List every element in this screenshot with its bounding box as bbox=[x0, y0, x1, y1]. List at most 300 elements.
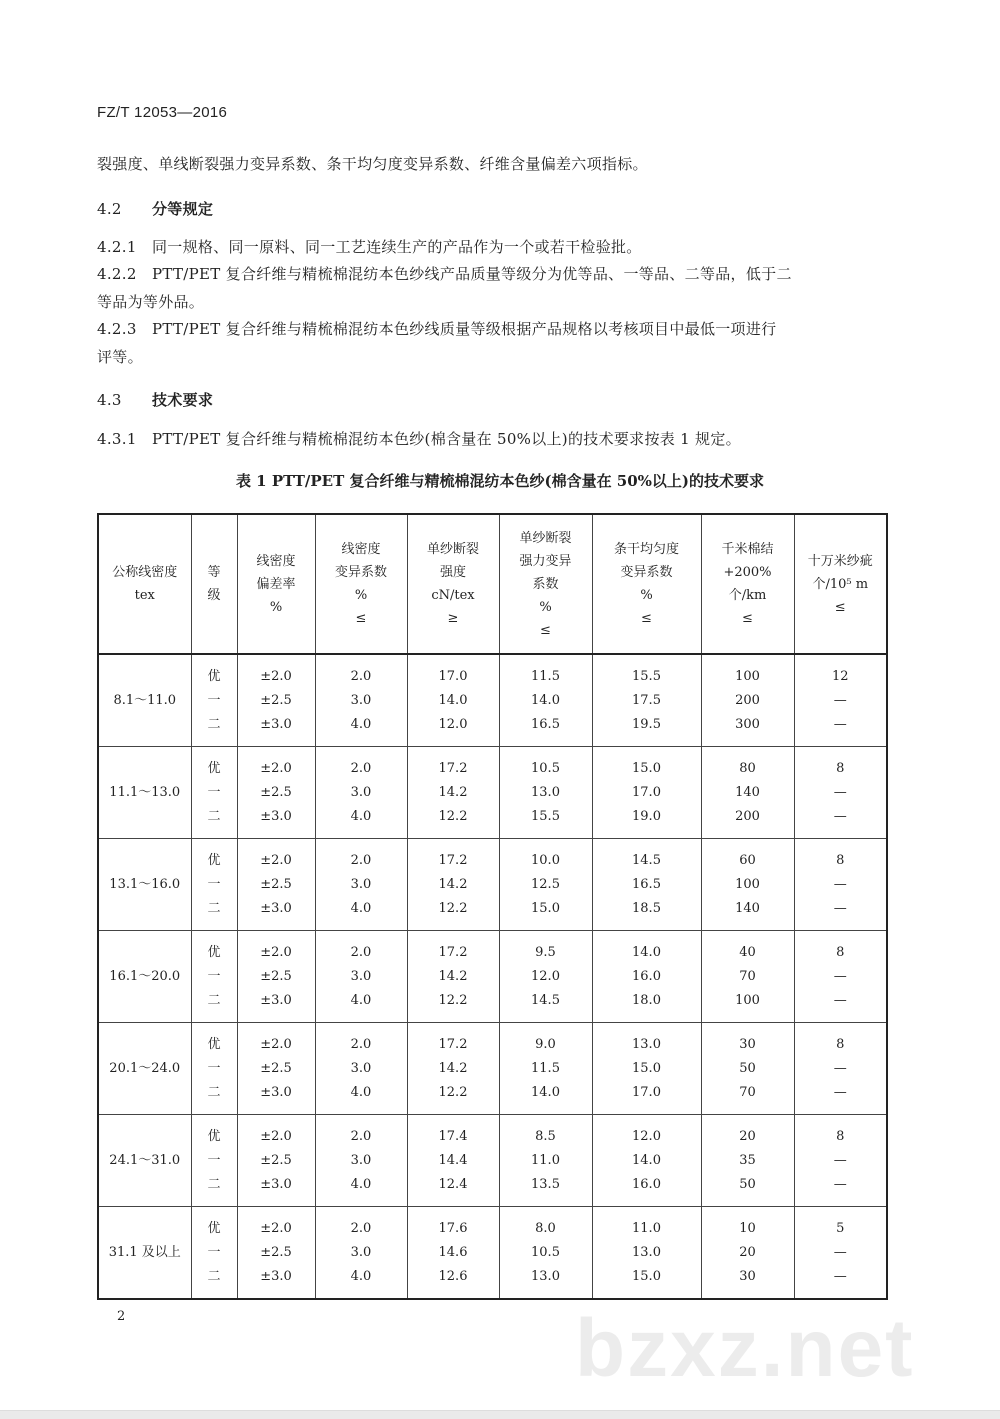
cell-value: 13.5 bbox=[531, 1176, 560, 1192]
cell-value: 17.2 bbox=[438, 1036, 468, 1052]
column-header-line: 强度 bbox=[439, 565, 466, 580]
cell-value: 3.0 bbox=[350, 784, 372, 800]
cell-value: 14.5 bbox=[531, 992, 560, 1008]
cell-value: 20 bbox=[739, 1244, 756, 1260]
column-header-line: cN/tex bbox=[431, 588, 475, 603]
cell-value: 2.0 bbox=[350, 668, 372, 684]
cell-value: ±2.5 bbox=[260, 876, 292, 892]
value-cell bbox=[701, 839, 794, 931]
value-cell bbox=[701, 1023, 794, 1115]
column-header bbox=[98, 514, 191, 654]
cell-value: 4.0 bbox=[350, 808, 372, 824]
value-cell bbox=[592, 839, 701, 931]
cell-value: 140 bbox=[735, 784, 760, 800]
cell-value: 优 bbox=[207, 668, 221, 684]
cell-value: 3.0 bbox=[350, 1060, 372, 1076]
cell-value: ±2.0 bbox=[260, 1220, 292, 1236]
value-cell bbox=[794, 839, 887, 931]
clause-4-2-3 bbox=[97, 318, 776, 339]
cell-value: — bbox=[833, 692, 847, 708]
cell-value: ±2.0 bbox=[260, 668, 292, 684]
cell-value: 14.0 bbox=[632, 944, 661, 960]
value-cell bbox=[237, 931, 315, 1023]
cell-value: 优 bbox=[207, 944, 221, 960]
table-row-group bbox=[98, 1207, 887, 1300]
cell-value: — bbox=[833, 900, 847, 916]
cell-value: ±3.0 bbox=[260, 1176, 292, 1192]
clause-4-2-2-cont: 等品为等外品。 bbox=[97, 293, 205, 311]
cell-value: 12.6 bbox=[438, 1268, 468, 1284]
column-header-line: 变异系数 bbox=[620, 565, 673, 580]
cell-value: 12.4 bbox=[438, 1176, 468, 1192]
cell-value: 2.0 bbox=[350, 1128, 372, 1144]
value-cell bbox=[592, 747, 701, 839]
cell-value: ±3.0 bbox=[260, 1084, 292, 1100]
cell-value: — bbox=[833, 1084, 847, 1100]
value-cell bbox=[315, 1115, 407, 1207]
cell-value: 16.0 bbox=[632, 968, 661, 984]
value-cell bbox=[499, 931, 592, 1023]
column-header bbox=[701, 514, 794, 654]
cell-value: ±3.0 bbox=[260, 808, 292, 824]
cell-value: 优 bbox=[207, 760, 221, 776]
cell-value: 3.0 bbox=[350, 876, 372, 892]
column-header-line: % bbox=[539, 599, 552, 615]
column-header-line: ≤ bbox=[742, 611, 753, 626]
cell-value: 3.0 bbox=[350, 968, 372, 984]
nominal-density-cell bbox=[98, 931, 191, 1023]
value-cell bbox=[794, 931, 887, 1023]
value-cell bbox=[592, 1023, 701, 1115]
section-4-2-heading bbox=[97, 198, 213, 219]
cell-value: 12.0 bbox=[438, 716, 468, 732]
cell-value: 9.5 bbox=[535, 944, 556, 960]
standard-code: FZ/T 12053—2016 bbox=[97, 104, 228, 121]
cell-value: 优 bbox=[207, 1128, 221, 1144]
column-header-line: 等 bbox=[207, 565, 221, 580]
value-cell bbox=[701, 1115, 794, 1207]
cell-value: 16.0 bbox=[632, 1176, 661, 1192]
cell-value: 优 bbox=[207, 1220, 221, 1236]
value-cell bbox=[237, 654, 315, 747]
value-cell bbox=[237, 839, 315, 931]
cell-value: 18.0 bbox=[632, 992, 661, 1008]
column-header-line: ≤ bbox=[355, 611, 367, 626]
cell-value: 一 bbox=[207, 968, 221, 984]
cell-value: 2.0 bbox=[350, 1036, 372, 1052]
cell-value: 30 bbox=[739, 1268, 756, 1284]
cell-value: 2.0 bbox=[350, 852, 372, 868]
clause-number: 4.2.2 bbox=[97, 265, 137, 283]
value-cell bbox=[499, 1207, 592, 1300]
value-cell bbox=[315, 654, 407, 747]
cell-value: 5 bbox=[836, 1220, 845, 1236]
cell-value: 2.0 bbox=[350, 1220, 372, 1236]
cell-value: 15.5 bbox=[632, 668, 661, 684]
table-row-group bbox=[98, 1115, 887, 1207]
cell-value: — bbox=[833, 968, 847, 984]
section-4-3-heading bbox=[97, 389, 213, 410]
cell-value: 60 bbox=[739, 852, 756, 868]
cell-value: 10.0 bbox=[531, 852, 560, 868]
cell-value: 200 bbox=[735, 808, 760, 824]
cell-value: 12 bbox=[831, 668, 849, 684]
column-header-line: 条干均匀度 bbox=[613, 542, 679, 557]
value-cell bbox=[499, 654, 592, 747]
clause-text: PTT/PET 复合纤维与精梳棉混纺本色纱线产品质量等级分为优等品、一等品、二等品，低于二 bbox=[152, 265, 792, 283]
column-header-line: % bbox=[354, 588, 368, 603]
clause-number: 4.2.3 bbox=[97, 320, 137, 338]
cell-value: 17.6 bbox=[438, 1220, 468, 1236]
clause-number: 4.3.1 bbox=[97, 430, 137, 448]
cell-value: 20.1～24.0 bbox=[109, 1060, 181, 1076]
column-header-line: 十万米纱疵 bbox=[807, 553, 873, 569]
column-header-line: 千米棉结 bbox=[721, 542, 774, 557]
cell-value: 11.0 bbox=[531, 1152, 560, 1168]
column-header-line: 系数 bbox=[532, 576, 559, 592]
cell-value: 31.1 及以上 bbox=[108, 1244, 181, 1260]
cell-value: 17.0 bbox=[632, 784, 661, 800]
section-title: 分等规定 bbox=[152, 200, 214, 218]
cell-value: — bbox=[833, 992, 847, 1008]
value-cell bbox=[794, 1023, 887, 1115]
page-number: 2 bbox=[117, 1309, 126, 1324]
nominal-density-cell bbox=[98, 1115, 191, 1207]
value-cell bbox=[237, 1023, 315, 1115]
cell-value: ±2.5 bbox=[260, 1244, 292, 1260]
cell-value: 13.1～16.0 bbox=[109, 876, 181, 892]
value-cell bbox=[237, 747, 315, 839]
column-header-line: 线密度 bbox=[341, 542, 381, 557]
clause-text: PTT/PET 复合纤维与精梳棉混纺本色纱线质量等级根据产品规格以考核项目中最低一项进行 bbox=[152, 320, 777, 338]
value-cell bbox=[315, 839, 407, 931]
grade-cell bbox=[191, 931, 237, 1023]
cell-value: 14.2 bbox=[438, 968, 468, 984]
cell-value: 15.0 bbox=[632, 1268, 661, 1284]
cell-value: 11.5 bbox=[531, 668, 560, 684]
table-row-group bbox=[98, 1023, 887, 1115]
cell-value: 8.0 bbox=[535, 1220, 556, 1236]
watermark-logo: bzxz.net bbox=[575, 1303, 915, 1394]
cell-value: 一 bbox=[207, 876, 221, 892]
cell-value: 14.0 bbox=[632, 1152, 661, 1168]
cell-value: 140 bbox=[735, 900, 760, 916]
nominal-density-cell bbox=[98, 1207, 191, 1300]
cell-value: 12.2 bbox=[438, 1084, 468, 1100]
value-cell bbox=[407, 747, 499, 839]
cell-value: 100 bbox=[735, 992, 760, 1008]
cell-value: ±3.0 bbox=[260, 1268, 292, 1284]
cell-value: 9.0 bbox=[535, 1036, 556, 1052]
column-header bbox=[237, 514, 315, 654]
value-cell bbox=[592, 654, 701, 747]
cell-value: ±2.5 bbox=[260, 692, 292, 708]
cell-value: 15.5 bbox=[531, 808, 560, 824]
cell-value: — bbox=[833, 1060, 847, 1076]
cell-value: ±3.0 bbox=[260, 900, 292, 916]
table-row-group bbox=[98, 654, 887, 747]
technical-requirements-table bbox=[97, 513, 888, 1300]
column-header-line: +200% bbox=[723, 565, 772, 580]
cell-value: 12.0 bbox=[632, 1128, 661, 1144]
cell-value: 18.5 bbox=[632, 900, 661, 916]
cell-value: 二 bbox=[207, 1268, 221, 1284]
cell-value: 17.0 bbox=[632, 1084, 661, 1100]
column-header-line: ≤ bbox=[540, 622, 551, 638]
cell-value: 16.5 bbox=[632, 876, 661, 892]
cell-value: 8 bbox=[836, 852, 845, 868]
nominal-density-cell bbox=[98, 1023, 191, 1115]
column-header-line: 偏差率 bbox=[256, 576, 296, 592]
cell-value: ±2.0 bbox=[260, 852, 292, 868]
value-cell bbox=[315, 931, 407, 1023]
cell-value: 13.0 bbox=[531, 1268, 560, 1284]
cell-value: 50 bbox=[739, 1176, 756, 1192]
value-cell bbox=[794, 1115, 887, 1207]
cell-value: 4.0 bbox=[350, 992, 372, 1008]
cell-value: 24.1～31.0 bbox=[109, 1152, 181, 1168]
cell-value: 2.0 bbox=[350, 760, 372, 776]
cell-value: 70 bbox=[739, 968, 756, 984]
cell-value: 300 bbox=[735, 716, 760, 732]
clause-4-3-1 bbox=[97, 428, 741, 449]
grade-cell bbox=[191, 747, 237, 839]
clause-text: PTT/PET 复合纤维与精梳棉混纺本色纱(棉含量在 50%以上)的技术要求按表 1 规定。 bbox=[152, 430, 741, 448]
cell-value: 8 bbox=[836, 944, 845, 960]
cell-value: 4.0 bbox=[350, 716, 372, 732]
value-cell bbox=[315, 1207, 407, 1300]
column-header-line: 强力变异 bbox=[519, 553, 572, 569]
cell-value: 15.0 bbox=[531, 900, 560, 916]
cell-value: 14.6 bbox=[438, 1244, 468, 1260]
table-caption: 表 1 PTT/PET 复合纤维与精梳棉混纺本色纱(棉含量在 50%以上)的技术要求 bbox=[235, 472, 765, 490]
clause-text: 同一规格、同一原料、同一工艺连续生产的产品作为一个或若干检验批。 bbox=[152, 238, 642, 256]
cell-value: — bbox=[833, 1176, 847, 1192]
value-cell bbox=[499, 1023, 592, 1115]
column-header-line: 个/10⁵ m bbox=[812, 576, 869, 592]
nominal-density-cell bbox=[98, 747, 191, 839]
column-header-line: 线密度 bbox=[256, 553, 296, 569]
cell-value: 8 bbox=[836, 1036, 845, 1052]
cell-value: 一 bbox=[207, 784, 221, 800]
cell-value: 11.0 bbox=[632, 1220, 661, 1236]
value-cell bbox=[407, 931, 499, 1023]
value-cell bbox=[499, 747, 592, 839]
column-header bbox=[315, 514, 407, 654]
value-cell bbox=[407, 1115, 499, 1207]
cell-value: 优 bbox=[207, 852, 221, 868]
cell-value: ±2.0 bbox=[260, 1036, 292, 1052]
cell-value: — bbox=[833, 716, 847, 732]
column-header-line: % bbox=[640, 588, 653, 603]
column-header-line: 公称线密度 bbox=[112, 565, 178, 580]
cell-value: 14.2 bbox=[438, 784, 468, 800]
cell-value: 17.5 bbox=[632, 692, 661, 708]
cell-value: 4.0 bbox=[350, 1084, 372, 1100]
table-row-group bbox=[98, 839, 887, 931]
cell-value: 13.0 bbox=[531, 784, 560, 800]
cell-value: 二 bbox=[207, 808, 221, 824]
column-header-line: tex bbox=[134, 588, 155, 603]
cell-value: 12.2 bbox=[438, 992, 468, 1008]
column-header-line: ≥ bbox=[447, 611, 459, 626]
column-header bbox=[592, 514, 701, 654]
cell-value: 17.2 bbox=[438, 852, 468, 868]
cell-value: 10.5 bbox=[531, 760, 560, 776]
section-title: 技术要求 bbox=[152, 391, 214, 409]
cell-value: — bbox=[833, 808, 847, 824]
cell-value: 13.0 bbox=[632, 1244, 661, 1260]
cell-value: 14.2 bbox=[438, 876, 468, 892]
cell-value: 一 bbox=[207, 1244, 221, 1260]
cell-value: 14.0 bbox=[531, 692, 560, 708]
cell-value: ±2.0 bbox=[260, 1128, 292, 1144]
cell-value: 50 bbox=[739, 1060, 756, 1076]
cell-value: 80 bbox=[739, 760, 756, 776]
cell-value: ±2.0 bbox=[260, 944, 292, 960]
nominal-density-cell bbox=[98, 654, 191, 747]
value-cell bbox=[315, 747, 407, 839]
cell-value: 17.4 bbox=[438, 1128, 468, 1144]
value-cell bbox=[794, 654, 887, 747]
value-cell bbox=[237, 1207, 315, 1300]
cell-value: 20 bbox=[739, 1128, 756, 1144]
column-header bbox=[794, 514, 887, 654]
column-header bbox=[407, 514, 499, 654]
cell-value: 17.2 bbox=[438, 760, 468, 776]
cell-value: ±3.0 bbox=[260, 992, 292, 1008]
table-header-row bbox=[98, 514, 887, 654]
cell-value: 14.2 bbox=[438, 1060, 468, 1076]
cell-value: 15.0 bbox=[632, 1060, 661, 1076]
cell-value: 二 bbox=[207, 1176, 221, 1192]
section-number: 4.2 bbox=[97, 200, 122, 218]
cell-value: 二 bbox=[207, 716, 221, 732]
cell-value: 4.0 bbox=[350, 1176, 372, 1192]
cell-value: 10.5 bbox=[531, 1244, 560, 1260]
cell-value: — bbox=[833, 876, 847, 892]
value-cell bbox=[407, 654, 499, 747]
cell-value: 3.0 bbox=[350, 1152, 372, 1168]
cell-value: 12.5 bbox=[531, 876, 560, 892]
cell-value: 二 bbox=[207, 1084, 221, 1100]
value-cell bbox=[407, 839, 499, 931]
cell-value: 14.0 bbox=[531, 1084, 560, 1100]
cell-value: 10 bbox=[739, 1220, 756, 1236]
column-header-line: 单纱断裂 bbox=[519, 530, 572, 546]
value-cell bbox=[592, 1207, 701, 1300]
cell-value: 14.0 bbox=[438, 692, 468, 708]
cell-value: 一 bbox=[207, 692, 221, 708]
value-cell bbox=[592, 1115, 701, 1207]
cell-value: 8 bbox=[836, 760, 845, 776]
grade-cell bbox=[191, 839, 237, 931]
column-header-line: 变异系数 bbox=[334, 565, 387, 580]
cell-value: 4.0 bbox=[350, 900, 372, 916]
section-number: 4.3 bbox=[97, 391, 122, 409]
cell-value: 11.5 bbox=[531, 1060, 560, 1076]
value-cell bbox=[701, 1207, 794, 1300]
cell-value: 30 bbox=[739, 1036, 756, 1052]
column-header-line: 个/km bbox=[728, 588, 767, 603]
cell-value: 15.0 bbox=[632, 760, 661, 776]
value-cell bbox=[701, 931, 794, 1023]
cell-value: 19.5 bbox=[632, 716, 661, 732]
cell-value: 13.0 bbox=[632, 1036, 661, 1052]
cell-value: 16.5 bbox=[531, 716, 560, 732]
paragraph-continued: 裂强度、单线断裂强力变异系数、条干均匀度变异系数、纤维含量偏差六项指标。 bbox=[97, 155, 648, 173]
grade-cell bbox=[191, 654, 237, 747]
cell-value: 优 bbox=[207, 1036, 221, 1052]
value-cell bbox=[237, 1115, 315, 1207]
column-header-line: ≤ bbox=[834, 599, 846, 615]
cell-value: 12.2 bbox=[438, 900, 468, 916]
value-cell bbox=[407, 1023, 499, 1115]
cell-value: 100 bbox=[735, 876, 760, 892]
cell-value: 一 bbox=[207, 1152, 221, 1168]
clause-number: 4.2.1 bbox=[97, 238, 137, 256]
column-header-line: % bbox=[269, 599, 283, 615]
cell-value: 14.5 bbox=[632, 852, 661, 868]
cell-value: ±2.5 bbox=[260, 968, 292, 984]
column-header bbox=[191, 514, 237, 654]
cell-value: ±2.5 bbox=[260, 1060, 292, 1076]
cell-value: 17.2 bbox=[438, 944, 468, 960]
cell-value: ±3.0 bbox=[260, 716, 292, 732]
cell-value: 2.0 bbox=[350, 944, 372, 960]
cell-value: 8.1～11.0 bbox=[113, 692, 177, 708]
cell-value: — bbox=[833, 1244, 847, 1260]
cell-value: — bbox=[833, 784, 847, 800]
grade-cell bbox=[191, 1115, 237, 1207]
cell-value: — bbox=[833, 1268, 847, 1284]
grade-cell bbox=[191, 1023, 237, 1115]
cell-value: 12.2 bbox=[438, 808, 468, 824]
column-header-line: 级 bbox=[207, 588, 221, 603]
cell-value: ±2.5 bbox=[260, 784, 292, 800]
cell-value: 一 bbox=[207, 1060, 221, 1076]
value-cell bbox=[592, 931, 701, 1023]
cell-value: ±2.5 bbox=[260, 1152, 292, 1168]
value-cell bbox=[794, 1207, 887, 1300]
cell-value: 8.5 bbox=[535, 1128, 556, 1144]
value-cell bbox=[701, 747, 794, 839]
column-header-line: 单纱断裂 bbox=[426, 542, 479, 557]
nominal-density-cell bbox=[98, 839, 191, 931]
cell-value: — bbox=[833, 1152, 847, 1168]
cell-value: 14.4 bbox=[438, 1152, 468, 1168]
cell-value: 70 bbox=[739, 1084, 756, 1100]
cell-value: 16.1～20.0 bbox=[109, 968, 181, 984]
cell-value: 35 bbox=[739, 1152, 756, 1168]
clause-4-2-3-cont: 评等。 bbox=[97, 348, 143, 366]
column-header bbox=[499, 514, 592, 654]
value-cell bbox=[701, 654, 794, 747]
clause-4-2-2 bbox=[97, 263, 792, 284]
value-cell bbox=[499, 839, 592, 931]
grade-cell bbox=[191, 1207, 237, 1300]
cell-value: ±2.0 bbox=[260, 760, 292, 776]
cell-value: 40 bbox=[739, 944, 756, 960]
cell-value: 200 bbox=[735, 692, 760, 708]
value-cell bbox=[794, 747, 887, 839]
cell-value: 11.1～13.0 bbox=[109, 784, 181, 800]
column-header-line: ≤ bbox=[641, 611, 652, 626]
value-cell bbox=[499, 1115, 592, 1207]
cell-value: 3.0 bbox=[350, 692, 372, 708]
clause-4-2-1 bbox=[97, 236, 642, 257]
cell-value: 4.0 bbox=[350, 1268, 372, 1284]
